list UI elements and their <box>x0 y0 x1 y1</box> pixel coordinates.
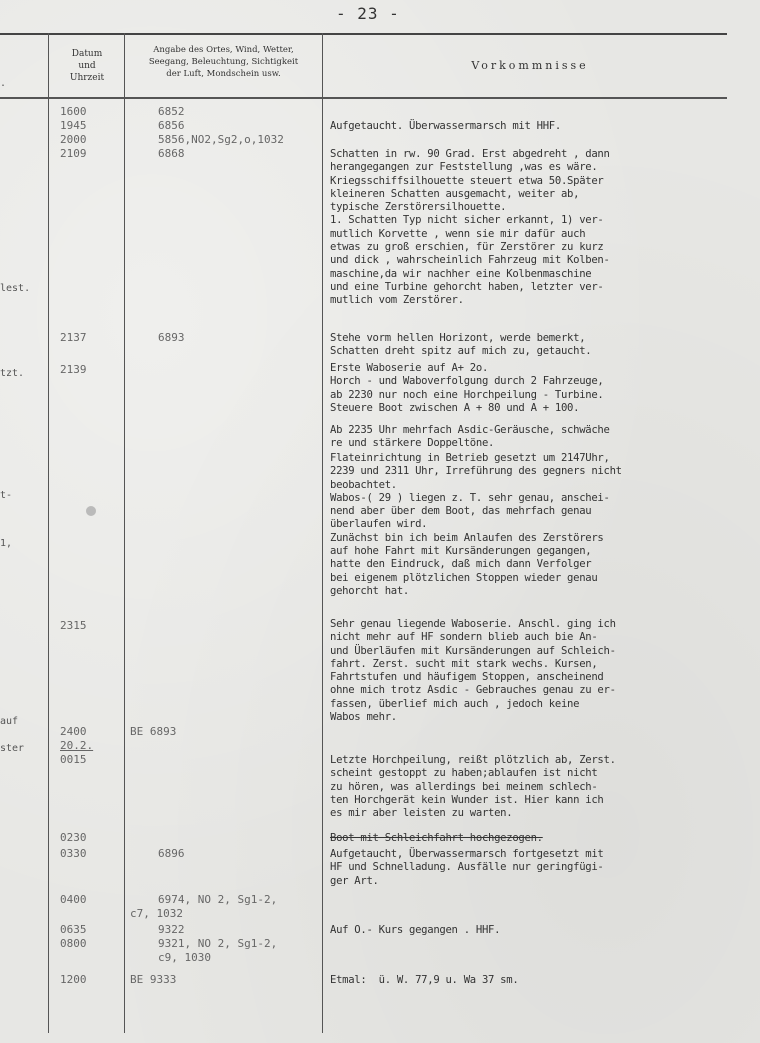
event-entry: Ab 2235 Uhr mehrfach Asdic-Geräusche, schwäche re und stärkere Doppeltöne. <box>330 424 610 450</box>
header-datum: Datum und Uhrzeit <box>69 49 105 83</box>
column-divider-3 <box>322 33 323 1033</box>
position-entry: 9321, NO 2, Sg1-2, <box>158 937 278 950</box>
time-entry: 2109 <box>60 147 87 160</box>
margin-note: auf <box>0 716 19 727</box>
position-entry: 6974, NO 2, Sg1-2, <box>158 893 278 906</box>
position-entry: c7, 1032 <box>130 907 183 920</box>
header-rule <box>0 97 727 99</box>
page-number: - 23 - <box>336 4 400 23</box>
position-entry: BE 6893 <box>130 725 177 738</box>
position-entry: BE 9333 <box>130 973 177 986</box>
margin-note: t- <box>0 490 13 501</box>
time-entry: 0400 <box>60 893 87 906</box>
time-entry: 2000 <box>60 133 87 146</box>
time-entry: 0635 <box>60 923 87 936</box>
time-entry: 2139 <box>60 363 87 376</box>
time-entry: 2400 <box>60 725 87 738</box>
event-entry: Flateinrichtung in Betrieb gesetzt um 2147Uhr, 2239 und 2311 Uhr, Irreführung des gegners nicht beobachtet. Wabos-( 29 ) liegen z. T. sehr genau, anschei- nend aber über dem Boot, das mehrfach genau überlaufen wird. Zunächst bin ich beim Anlaufen des Zerstörers auf hohe Fahrt mit Kursänderungen gegangen, hatte den Eindruck, daß mich dann Verfolger bei eigenem plötzlichen Stoppen wieder genau gehorcht hat. <box>330 452 622 597</box>
event-entry: Sehr genau liegende Waboserie. Anschl. ging ich nicht mehr auf HF sondern blieb auch bie An- und Überläufen mit Kursänderungen auf Schleich- fahrt. Zerst. sucht mit stark wechs. Kursen, Fahrtstufen und häufigem Stoppen, anscheinend ohne mich trotz Asdic - Gebrauches genau zu er- fassen, überlief mich auch , jedoch keine Wabos mehr. <box>330 618 616 724</box>
position-entry: 6856 <box>158 119 185 132</box>
event-entry: Aufgetaucht, Überwassermarsch fortgesetzt mit HF und Schnelladung. Ausfälle nur geringfügi- ger Art. <box>330 848 604 887</box>
time-entry: 1945 <box>60 119 87 132</box>
event-entry: Boot mit Schleichfahrt hochgezogen. <box>330 832 543 844</box>
ink-blot <box>86 506 96 516</box>
margin-note: tzt. <box>0 368 25 379</box>
header-vorkommnisse: Vorkommnisse <box>471 59 589 72</box>
event-entry: Aufgetaucht. Überwassermarsch mit HHF. <box>330 120 561 132</box>
time-entry: 1600 <box>60 105 87 118</box>
position-entry: 6868 <box>158 147 185 160</box>
event-entry: Auf O.- Kurs gegangen . HHF. <box>330 924 501 936</box>
position-entry: 6852 <box>158 105 185 118</box>
time-entry: 2137 <box>60 331 87 344</box>
position-entry: c9, 1030 <box>158 951 211 964</box>
event-entry: Stehe vorm hellen Horizont, werde bemerkt, Schatten dreht spitz auf mich zu, getaucht. <box>330 332 592 358</box>
position-entry: 5856,NO2,Sg2,o,1032 <box>158 133 284 146</box>
column-divider-1 <box>48 33 49 1033</box>
time-entry: 0230 <box>60 831 87 844</box>
margin-note: lest. <box>0 283 31 294</box>
position-entry: 9322 <box>158 923 185 936</box>
header-angabe: Angabe des Ortes, Wind, Wetter, Seegang, Beleuchtung, Sichtigkeit der Luft, Mondschein usw. <box>148 45 299 79</box>
column-divider-2 <box>124 33 125 1033</box>
margin-note: . <box>0 78 7 89</box>
position-entry: 6896 <box>158 847 185 860</box>
time-entry: 0330 <box>60 847 87 860</box>
event-entry: Letzte Horchpeilung, reißt plötzlich ab, Zerst. scheint gestoppt zu haben;ablaufen ist nicht zu hören, was allerdings bei meinem schlech- ten Horchgerät kein Wunder ist. Hier kann ich es mir aber leisten zu warten. <box>330 754 616 820</box>
event-entry: Erste Waboserie auf A+ 2o. Horch - und Waboverfolgung durch 2 Fahrzeuge, ab 2230 nur noch eine Horchpeilung - Turbine. Steuere Boot zwischen A + 80 und A + 100. <box>330 362 604 414</box>
event-entry: Schatten in rw. 90 Grad. Erst abgedreht , dann herangegangen zur Feststellung ,was es wäre. Kriegsschiffsilhouette steuert etwa 50.Später kleineren Schatten ausgemacht, weiter ab, typische Zerstörersilhouette. 1. Schatten Typ nicht sicher erkannt, 1) ver- mutlich Korvette , wenn sie mir dafür auch etwas zu groß erschien, für Zerstörer zu kurz und dick , wahrscheinlich Fahrzeug mit Kolben- maschine,da wir nachher eine Kolbenmaschine und eine Turbine gehorcht haben, letzter ver- mutlich vom Zerstörer. <box>330 148 610 307</box>
time-entry: 0800 <box>60 937 87 950</box>
time-entry: 1200 <box>60 973 87 986</box>
time-entry: 0015 <box>60 753 87 766</box>
event-entry: Etmal: ü. W. 77,9 u. Wa 37 sm. <box>330 974 519 986</box>
position-entry: 6893 <box>158 331 185 344</box>
margin-note: 1, <box>0 538 13 549</box>
top-rule <box>0 33 727 35</box>
margin-note: ster <box>0 743 25 754</box>
date-entry: 20.2. <box>60 739 94 752</box>
time-entry: 2315 <box>60 619 87 632</box>
